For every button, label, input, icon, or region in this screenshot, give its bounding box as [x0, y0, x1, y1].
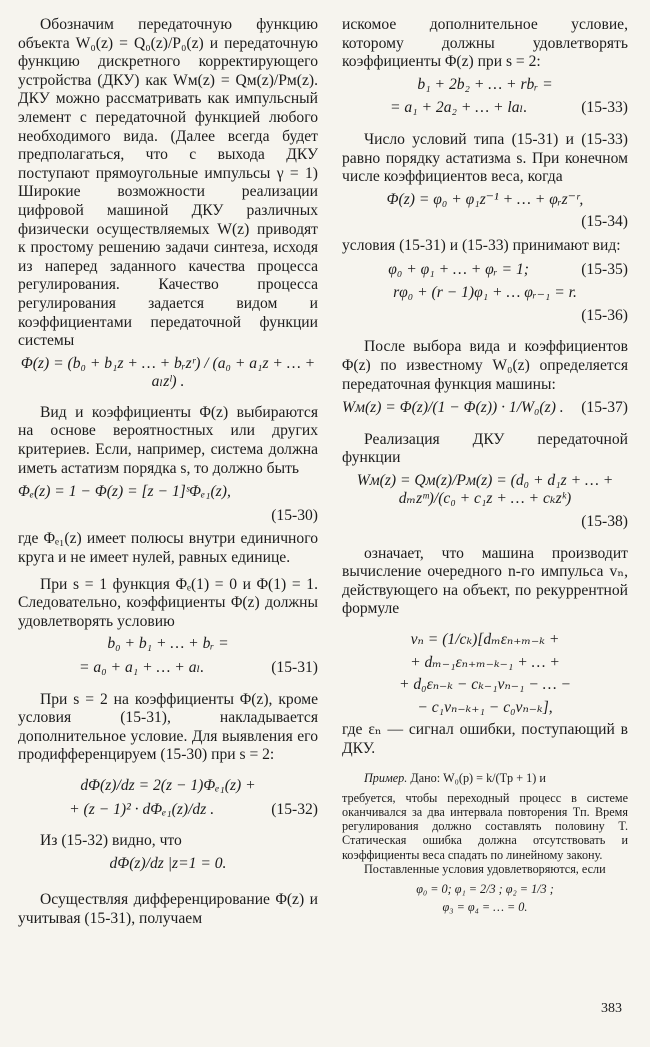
paragraph: При s = 2 на коэффициенты Φ(z), кроме условия (15-31), накладывается дополнительное условие. Для выявления его продифференцируем (15-30) при s = 2:: [18, 690, 318, 764]
example-given: Дано: W₀(p) = k/(Tp + 1) и: [410, 770, 546, 785]
equation-15-32: [18, 801, 318, 820]
paragraph: Обозначим передаточную функцию объекта W₀(z) = Q₀(z)/P₀(z) и передаточную функцию дискретного корректирующего устройства (ДКУ) как Wм(z) = Qм(z)/Pм(z). ДКУ можно рассматривать как импульсный элемент с передаточной функцией любого необходимого вида. (Далее всегда будет предполагаться, что с выхода ДКУ поступают прямоугольные импульсы γ = 1) Широкие возможности реализации цифровой машиной ДКУ различных физически осуществляемых W(z) приводят к простому решению задачи синтеза, исходя из наперед заданного качества процесса регулирования. Качество процесса регулирования задается видом и коэффициентами передаточной функции системы: [18, 16, 318, 350]
example-title: Пример.: [364, 770, 408, 785]
paragraph: Осуществляя дифференцирование Φ(z) и учитывая (15-31), получаем: [18, 891, 318, 927]
equation-body: φ₀ + φ₁ + … + φᵣ = 1;: [388, 260, 529, 278]
equation-body: = a₀ + a₁ + … + aₗ.: [79, 659, 205, 676]
equation-recurrent-3: + d₀εₙ₋ₖ − cₖ₋₁vₙ₋₁ − … −: [398, 676, 572, 694]
paragraph: При s = 1 функция Φₑ(1) = 0 и Φ(1) = 1. Следовательно, коэффициенты Φ(z) должны удовлетворять условию: [18, 575, 318, 630]
equation-number: (15-35): [581, 260, 628, 278]
equation-15-30: [18, 483, 318, 502]
example-text-2: Поставленные условия удовлетворяются, если: [364, 861, 606, 876]
equation-15-31: [18, 659, 318, 678]
page-number: 383: [601, 1001, 622, 1017]
equation-body: = a₁ + 2a₂ + … + laₗ.: [389, 99, 528, 117]
equation-number: (15-32): [271, 800, 318, 818]
equation-body: + (z − 1)² · dΦₑ₁(z)/dz .: [69, 800, 215, 818]
paragraph: Из (15-32) видно, что: [40, 832, 182, 850]
paragraph: После выбора вида и коэффициентов Φ(z) по известному W₀(z) определяется передаточная функция машины:: [342, 338, 628, 393]
paragraph: Реализация ДКУ передаточной функции: [342, 430, 628, 467]
paragraph: где Φₑ₁(z) имеет полюсы внутри единичного круга и не имеет нулей, равных единице.: [18, 530, 318, 567]
paragraph: искомое дополнительное условие, которому должны удовлетворять коэффициенты Φ(z) при s = 2:: [342, 16, 628, 71]
equation-recurrent-2: + dₘ₋₁εₙ₊ₘ₋ₖ₋₁ + … +: [410, 653, 560, 671]
equation-15-34: Φ(z) = φ₀ + φ₁z⁻¹ + … + φᵣz⁻ʳ,: [386, 190, 584, 208]
equation-phi: Φ(z) = (b₀ + b₁z + … + bᵣzʳ) / (a₀ + a₁z + … + aₗzˡ) .: [20, 354, 316, 391]
example-text: требуется, чтобы переходный процесс в системе оканчивался за два интервала повторения Tп. Время регулирования должно составлять половину T. Статическая ошибка должна отсутствовать и коэффициенты веса спадать по линейному закону.: [342, 790, 628, 862]
example-equation-2: φ₃ = φ₄ = … = 0.: [442, 900, 528, 915]
equation-number: (15-31): [271, 659, 318, 676]
equation-number: (15-33): [581, 99, 628, 117]
paragraph: где εₙ — сигнал ошибки, поступающий в ДКУ.: [342, 721, 628, 757]
example-block: [342, 771, 628, 915]
equation-recurrent-1: vₙ = (1/cₖ)[dₘεₙ₊ₘ₋ₖ +: [410, 631, 560, 649]
paragraph: Число условий типа (15-31) и (15-33) равно порядку астатизма s. При конечном числе коэффициентов веса, когда: [342, 130, 628, 186]
equation-15-38: Wм(z) = Qм(z)/Pм(z) = (d₀ + d₁z + … + dₘzᵐ)/(c₀ + c₁z + … + cₖzᵏ): [356, 471, 614, 508]
equation-number: (15-34): [581, 213, 628, 231]
equation-15-36: rφ₀ + (r − 1)φ₁ + … φᵣ₋₁ = r.: [393, 284, 577, 302]
equation-body: Wм(z) = Φ(z)/(1 − Φ(z)) · 1/W₀(z) .: [342, 399, 564, 417]
right-column: [342, 16, 628, 918]
equation-number: (15-38): [581, 513, 628, 531]
equation-15-31a: b₀ + b₁ + … + bᵣ =: [107, 635, 229, 653]
equation-body: Φₑ(z) = 1 − Φ(z) = [z − 1]ˢΦₑ₁(z),: [18, 483, 231, 501]
equation-recurrent-4: − c₁vₙ₋ₖ₊₁ − c₀vₙ₋ₖ],: [417, 698, 553, 716]
equation-number: (15-30): [271, 506, 318, 524]
equation-15-35: [342, 261, 628, 280]
equation-15-37: [342, 399, 628, 418]
paragraph: означает, что машина производит вычисление очередного n-го импульса vₙ, действующего на объект, по рекуррентной формуле: [342, 544, 628, 618]
equation-15-33: [342, 99, 628, 118]
equation-derivative: dΦ(z)/dz |z=1 = 0.: [109, 854, 227, 872]
equation-15-33a: b₁ + 2b₂ + … + rbᵣ =: [417, 75, 553, 93]
example-equation-1: φ₀ = 0; φ₁ = 2/3 ; φ₂ = 1/3 ;: [416, 882, 554, 897]
equation-number: (15-36): [581, 306, 628, 324]
paragraph: Вид и коэффициенты Φ(z) выбираются на основе вероятностных или других критериев. Если, например, система должна иметь астатизм порядка s, то должно быть: [18, 403, 318, 477]
left-column: [18, 16, 318, 929]
equation-number: (15-37): [581, 399, 628, 417]
equation-15-32a: dΦ(z)/dz = 2(z − 1)Φₑ₁(z) +: [80, 776, 256, 794]
paragraph: условия (15-31) и (15-33) принимают вид:: [342, 236, 621, 254]
